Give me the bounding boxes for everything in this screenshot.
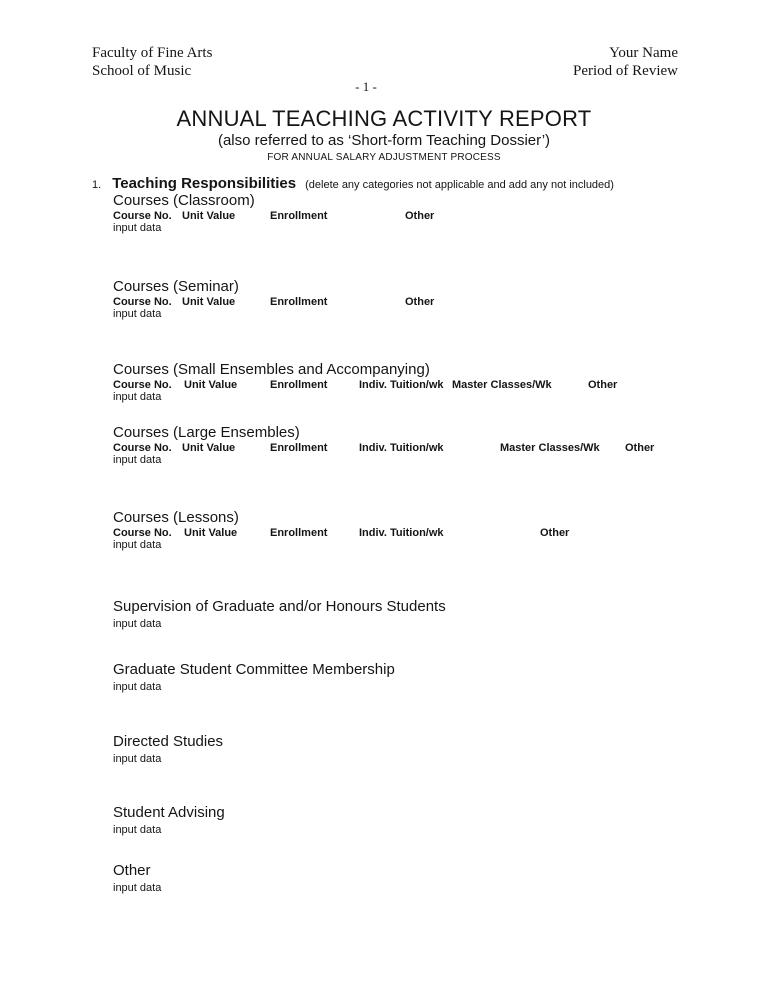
column-header-course-no: Course No. [113,210,172,222]
column-header-course-no: Course No. [113,379,172,391]
document-subtitle: (also referred to as ‘Short-form Teaching Dossier’) [217,132,551,149]
input-data-placeholder: input data [113,681,162,693]
input-data-placeholder: input data [113,539,162,551]
input-data-placeholder: input data [113,882,162,894]
column-header-indiv-tuition: Indiv. Tuition/wk [359,442,444,454]
input-data-placeholder: input data [113,824,162,836]
column-header-course-no: Course No. [113,296,172,308]
document-title: ANNUAL TEACHING ACTIVITY REPORT [176,106,592,131]
course-table-small-ensembles [0,361,768,403]
input-data-placeholder: input data [113,618,162,630]
header-left [92,44,212,80]
column-header-other: Other [588,379,618,391]
header-period-of-review: Period of Review [573,63,678,79]
section1-heading-line [92,175,614,193]
course-table-label: Courses (Classroom) [113,192,255,209]
course-table-large-ensembles [0,424,768,466]
document-process-line: FOR ANNUAL SALARY ADJUSTMENT PROCESS [267,152,501,163]
section-label: Directed Studies [113,733,224,750]
column-header-unit-value: Unit Value [184,527,238,539]
input-data-placeholder: input data [113,308,162,320]
section-student-advising [0,804,768,836]
column-header-unit-value: Unit Value [182,210,236,222]
section1-heading: Teaching Responsibilities [112,175,297,192]
header-right [573,44,678,80]
course-table-label: Courses (Lessons) [113,509,239,526]
section-label: Graduate Student Committee Membership [113,661,395,678]
column-header-other: Other [405,210,435,222]
column-header-enrollment: Enrollment [270,379,328,391]
column-header-course-no: Course No. [113,527,172,539]
column-header-enrollment: Enrollment [270,210,328,222]
section-grad-committee [0,661,768,693]
section-label: Supervision of Graduate and/or Honours Students [113,598,446,615]
column-header-unit-value: Unit Value [182,296,236,308]
input-data-placeholder: input data [113,753,162,765]
column-header-other: Other [625,442,655,454]
column-header-enrollment: Enrollment [270,442,328,454]
column-header-indiv-tuition: Indiv. Tuition/wk [359,527,444,539]
section-label: Student Advising [113,804,225,821]
header-faculty: Faculty of Fine Arts [92,45,213,61]
column-header-unit-value: Unit Value [184,379,238,391]
column-header-other: Other [540,527,570,539]
column-header-course-no: Course No. [113,442,172,454]
course-table-label: Courses (Small Ensembles and Accompanying) [113,361,430,378]
column-header-enrollment: Enrollment [270,296,328,308]
course-table-label: Courses (Large Ensembles) [113,424,300,441]
input-data-placeholder: input data [113,222,162,234]
section-label: Other [113,862,151,879]
column-header-enrollment: Enrollment [270,527,328,539]
column-header-master-classes: Master Classes/Wk [500,442,600,454]
column-header-master-classes: Master Classes/Wk [452,379,552,391]
page-number: - 1 - [355,79,377,94]
header-your-name: Your Name [609,45,678,61]
section1-number: 1. [92,179,102,191]
section1-note: (delete any categories not applicable and add any not included) [305,179,614,191]
section-directed-studies [0,733,768,765]
column-header-other: Other [405,296,435,308]
section-other [0,862,768,894]
input-data-placeholder: input data [113,391,162,403]
input-data-placeholder: input data [113,454,162,466]
course-table-classroom [0,192,768,234]
column-header-indiv-tuition: Indiv. Tuition/wk [359,379,444,391]
header-school: School of Music [92,63,192,79]
course-table-lessons [0,509,768,551]
course-table-label: Courses (Seminar) [113,278,239,295]
course-table-seminar [0,278,768,320]
section-supervision [0,598,768,630]
column-header-unit-value: Unit Value [182,442,236,454]
